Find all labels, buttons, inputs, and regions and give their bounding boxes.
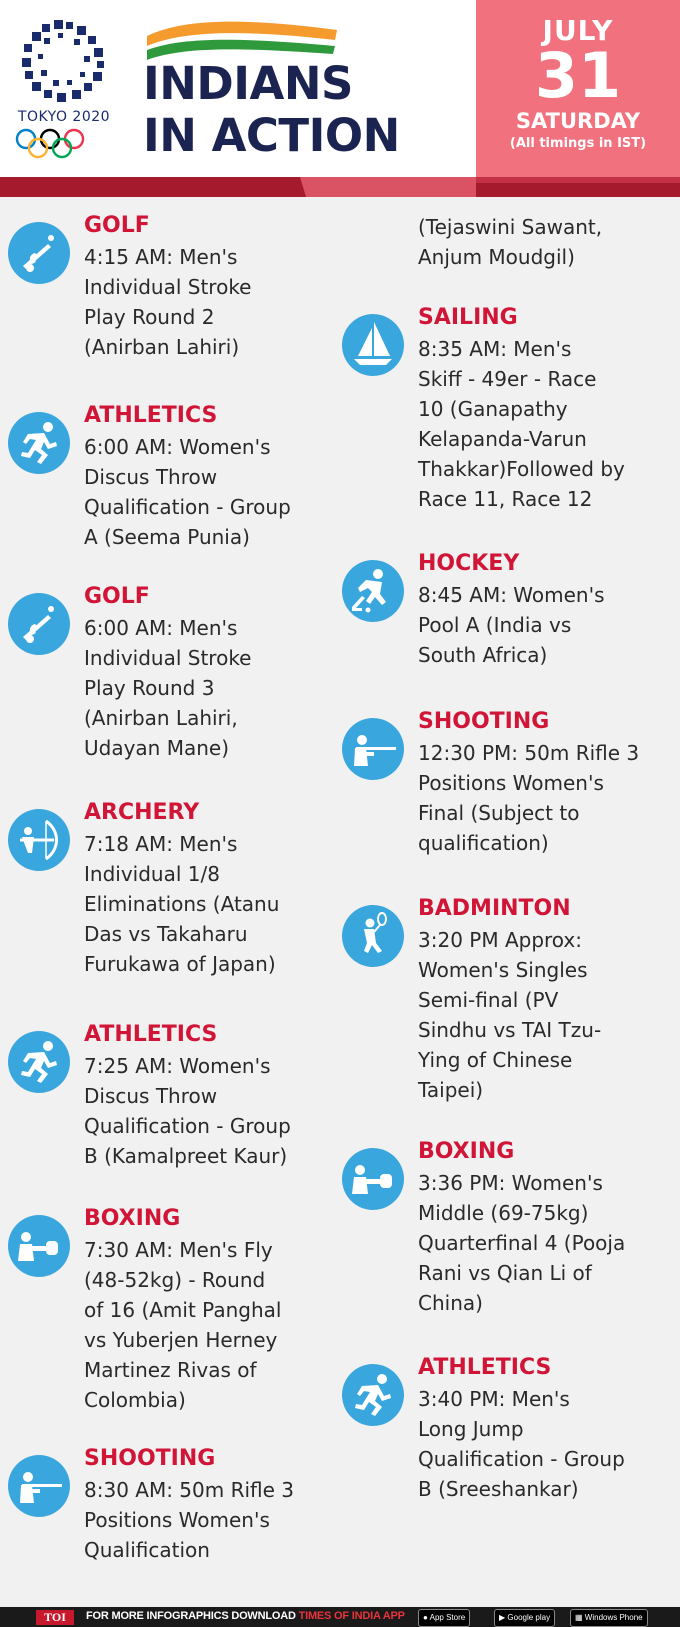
windows-icon: ▦ — [575, 1613, 583, 1622]
shooting-icon — [8, 1455, 70, 1517]
shooting-icon — [342, 718, 404, 780]
sport-name: BOXING — [84, 1206, 181, 1231]
page-title — [143, 58, 400, 162]
sport-name: ATHLETICS — [84, 1022, 218, 1047]
date-weekday: SATURDAY — [515, 109, 641, 133]
app-store-badge[interactable] — [418, 1609, 470, 1627]
windows-phone-badge[interactable] — [570, 1609, 648, 1627]
google-play-badge[interactable] — [494, 1609, 555, 1627]
sport-name: GOLF — [84, 213, 150, 238]
archery-icon — [8, 809, 70, 871]
event-detail: 7:18 AM: Men's Individual 1/8 Eliminations (Atanu Das vs Takaharu Furukawa of Japan) — [84, 832, 280, 976]
sport-name: SHOOTING — [84, 1446, 216, 1471]
app-store-label: App Store — [429, 1613, 466, 1622]
badminton-icon — [342, 905, 404, 967]
golf-icon — [8, 222, 70, 284]
date-box — [476, 0, 680, 177]
sport-name: ATHLETICS — [418, 1355, 552, 1380]
event-detail: 3:36 PM: Women's Middle (69-75kg) Quarterfinal 4 (Pooja Rani vs Qian Li of China) — [418, 1171, 626, 1315]
boxing-icon — [8, 1215, 70, 1277]
event-detail: 3:40 PM: Men's Long Jump Qualification - Group B (Sreeshankar) — [418, 1387, 625, 1501]
sport-name: BADMINTON — [418, 896, 571, 921]
olympic-rings-icon — [14, 128, 86, 160]
running-icon — [342, 1364, 404, 1426]
event-detail: 8:30 AM: 50m Rifle 3 Positions Women's Qualification — [84, 1478, 295, 1562]
sport-name: ATHLETICS — [84, 403, 218, 428]
event-detail: 7:30 AM: Men's Fly (48-52kg) - Round of 16 (Amit Panghal vs Yuberjen Herney Martinez Rivas of Colombia) — [84, 1238, 282, 1412]
promo-text: FOR MORE INFOGRAPHICS DOWNLOAD — [86, 1610, 296, 1622]
event-detail: 3:20 PM Approx: Women's Singles Semi-final (PV Sindhu vs TAI Tzu- Ying of Chinese Taipei) — [418, 928, 602, 1102]
timing-note: (All timings in IST) — [509, 136, 647, 151]
tokyo-emblem-icon — [14, 14, 114, 109]
sport-name: GOLF — [84, 584, 150, 609]
google-play-label: Google play — [507, 1613, 551, 1622]
right-column-continuation: (Tejaswini Sawant, Anjum Moudgil) — [418, 215, 603, 269]
event-detail: 4:15 AM: Men's Individual Stroke Play Round 2 (Anirban Lahiri) — [84, 245, 252, 359]
boxing-icon — [342, 1148, 404, 1210]
event-detail: 8:45 AM: Women's Pool A (India vs South Africa) — [418, 583, 605, 667]
hockey-icon — [342, 560, 404, 622]
event-detail: 6:00 AM: Women's Discus Throw Qualification - Group A (Seema Punia) — [84, 435, 291, 549]
sport-name: HOCKEY — [418, 551, 520, 576]
download-promo — [86, 1610, 405, 1622]
logo-text: TOKYO 2020 — [17, 109, 111, 125]
title-line-1: INDIANS — [143, 57, 353, 110]
title-line-2: IN ACTION — [143, 109, 400, 162]
golf-icon — [8, 593, 70, 655]
sport-name: SAILING — [418, 305, 518, 330]
apple-icon: ● — [423, 1613, 428, 1622]
promo-app-name: TIMES OF INDIA APP — [298, 1610, 405, 1622]
header — [0, 0, 680, 183]
sport-name: BOXING — [418, 1139, 515, 1164]
event-detail: 8:35 AM: Men's Skiff - 49er - Race 10 (Ganapathy Kelapanda-Varun Thakkar)Followed by Race 11, Race 12 — [418, 337, 625, 511]
sailing-icon — [342, 314, 404, 376]
date-day: 31 — [534, 39, 622, 112]
sport-name: ARCHERY — [84, 800, 200, 825]
toi-logo[interactable]: TOI — [36, 1610, 74, 1625]
date-month: JULY — [542, 14, 614, 47]
windows-label: Windows Phone — [584, 1613, 643, 1622]
footer — [0, 1607, 680, 1627]
sport-name: SHOOTING — [418, 709, 550, 734]
header-stripe — [0, 177, 680, 197]
running-icon — [8, 412, 70, 474]
event-detail: 7:25 AM: Women's Discus Throw Qualification - Group B (Kamalpreet Kaur) — [84, 1054, 291, 1168]
event-detail: 6:00 AM: Men's Individual Stroke Play Round 3 (Anirban Lahiri, Udayan Mane) — [84, 616, 252, 760]
event-detail: 12:30 PM: 50m Rifle 3 Positions Women's Final (Subject to qualification) — [418, 741, 640, 855]
running-icon — [8, 1031, 70, 1093]
play-icon: ▶ — [499, 1613, 506, 1622]
